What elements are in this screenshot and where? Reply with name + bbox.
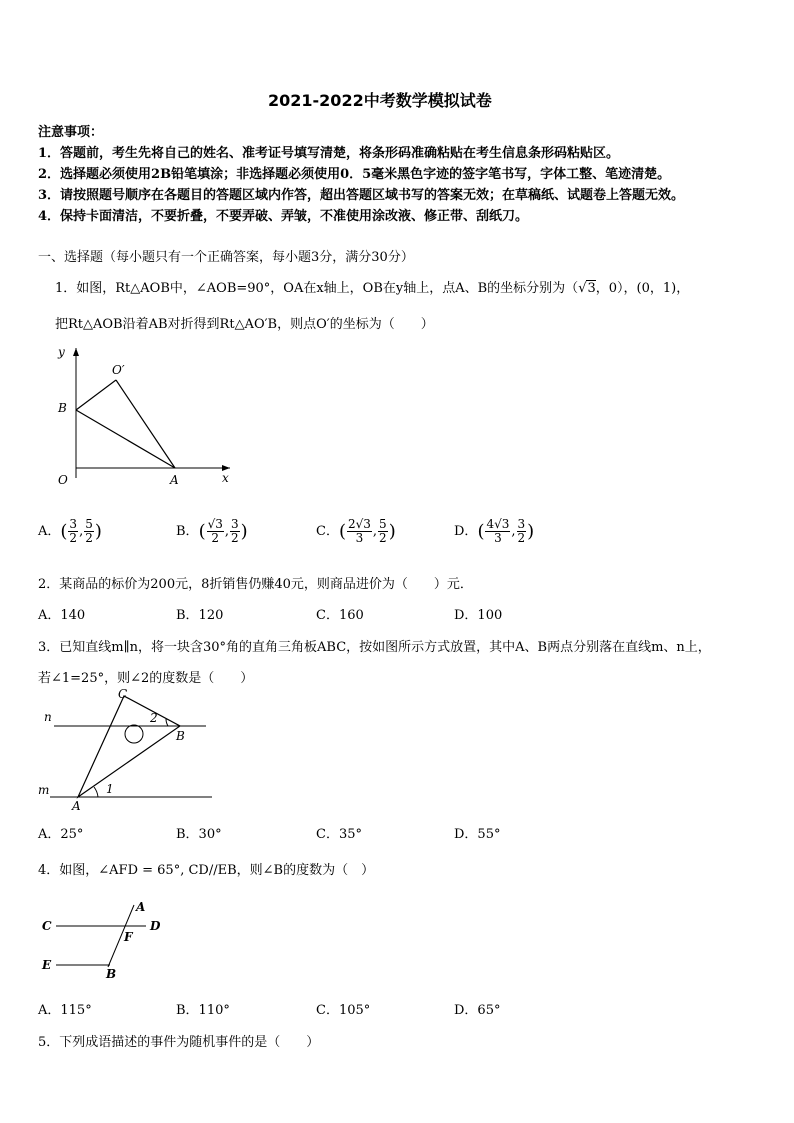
q1-text-b: ，0），(0，1)， xyxy=(595,281,690,296)
frac-den: 2 xyxy=(517,531,526,545)
frac-num: √3 xyxy=(207,517,223,531)
option-label: B． xyxy=(176,524,199,539)
label-angle-2: 2 xyxy=(150,711,158,725)
q4-option-c[interactable]: C．105° xyxy=(316,1003,371,1018)
label-e: E xyxy=(42,958,52,972)
frac-den: 2 xyxy=(211,531,220,545)
q2-option-d[interactable]: D．100 xyxy=(454,608,503,623)
question-5: 5．下列成语描述的事件为随机事件的是（ ） xyxy=(38,1035,320,1050)
q2-option-a[interactable]: A．140 xyxy=(38,608,86,623)
q3-option-a[interactable]: A．25° xyxy=(38,827,84,842)
triangle-hole xyxy=(125,725,143,743)
q1-option-b[interactable]: B．( $\frac{√3}{2}$ , $\frac{3}{2}$ ) xyxy=(176,517,248,545)
q4-figure xyxy=(36,895,176,983)
label-o: O xyxy=(58,473,68,487)
frac-num: 5 xyxy=(85,517,93,531)
label-a: A xyxy=(136,900,146,914)
q4-option-a[interactable]: A．115° xyxy=(38,1003,92,1018)
q1-figure xyxy=(50,340,240,488)
frac-den: 3 xyxy=(355,531,364,545)
label-x: x xyxy=(222,471,229,485)
q4-option-b[interactable]: B．110° xyxy=(176,1003,230,1018)
frac-den: 2 xyxy=(231,531,239,545)
q3-option-b[interactable]: B．30° xyxy=(176,827,222,842)
label-d: D xyxy=(150,919,161,933)
label-a: A xyxy=(72,799,81,813)
label-y: y xyxy=(58,345,65,359)
label-b: B xyxy=(106,967,117,981)
q3-option-d[interactable]: D．55° xyxy=(454,827,501,842)
q2-option-b[interactable]: B．120 xyxy=(176,608,224,623)
label-c: C xyxy=(42,919,52,933)
frac-num: 2√3 xyxy=(347,517,371,531)
y-axis-arrow xyxy=(73,348,79,356)
label-n: n xyxy=(44,710,52,724)
label-o-prime: O′ xyxy=(112,363,125,377)
notice-item: 4．保持卡面清洁，不要折叠，不要弄破、弄皱，不准使用涂改液、修正带、刮纸刀。 xyxy=(38,209,529,224)
label-f: F xyxy=(124,930,133,944)
page-title: 2021-2022中考数学模拟试卷 xyxy=(268,91,492,110)
q1-option-a[interactable]: A．( $\frac{3}{2}$ , $\frac{5}{2}$ ) xyxy=(38,517,102,545)
notice-heading: 注意事项： xyxy=(38,125,104,140)
frac-den: 2 xyxy=(69,531,78,545)
label-c: C xyxy=(118,687,128,701)
question-1-line-1 xyxy=(55,277,689,296)
notice-item: 1．答题前，考生先将自己的姓名、准考证号填写清楚，将条形码准确粘贴在考生信息条形码粘贴区。 xyxy=(38,146,620,161)
label-a: A xyxy=(170,473,179,487)
option-label: C． xyxy=(316,524,339,539)
frac-num: 4√3 xyxy=(486,517,510,531)
notice-item: 3．请按照题号顺序在各题目的答题区域内作答，超出答题区域书写的答案无效；在草稿纸、试题卷上答题无效。 xyxy=(38,188,685,203)
segment-bo-prime xyxy=(76,380,116,410)
q1-option-d[interactable]: D．( $\frac{4√3}{3}$ , $\frac{3}{2}$ ) xyxy=(454,517,535,545)
frac-num: 3 xyxy=(517,517,526,531)
segment-o-prime-a xyxy=(116,380,175,468)
label-b: B xyxy=(58,401,67,415)
q1-option-c[interactable]: C．( $\frac{2√3}{3}$ , $\frac{5}{2}$ ) xyxy=(316,517,396,545)
q1-text-a: 1．如图，Rt△AOB中，∠AOB=90°，OA在x轴上，OB在y轴上，点A、B的坐标分别为（ xyxy=(55,281,579,296)
triangle-abc xyxy=(78,696,180,797)
q2-option-c[interactable]: C．160 xyxy=(316,608,364,623)
frac-den: 2 xyxy=(85,531,93,545)
label-b: B xyxy=(176,729,185,743)
question-1-line-2: 把Rt△AOB沿着AB对折得到Rt△AO′B，则点O′的坐标为（ ） xyxy=(55,317,434,332)
angle-1-arc xyxy=(94,787,98,797)
label-angle-1: 1 xyxy=(106,782,114,796)
option-label: A． xyxy=(38,524,61,539)
q3-option-c[interactable]: C．35° xyxy=(316,827,362,842)
notice-item: 2．选择题必须使用2B铅笔填涂；非选择题必须使用0．5毫米黑色字迹的签字笔书写，字体工整、笔迹清楚。 xyxy=(38,167,671,182)
frac-den: 2 xyxy=(379,531,387,545)
label-m: m xyxy=(38,783,50,797)
section-heading: 一、选择题（每小题只有一个正确答案，每小题3分，满分30分） xyxy=(38,250,414,265)
question-3-line-2: 若∠1=25°，则∠2的度数是（ ） xyxy=(38,671,254,686)
q3-figure xyxy=(36,686,216,814)
sqrt-symbol: √ xyxy=(578,281,587,296)
question-3-line-1: 3．已知直线m∥n，将一块含30°角的直角三角板ABC，按如图所示方式放置，其中A、B两点分别落在直线m、n上， xyxy=(38,640,711,655)
option-label: D． xyxy=(454,524,478,539)
q1-sqrt-value: 3 xyxy=(587,281,596,296)
frac-num: 3 xyxy=(231,517,239,531)
frac-den: 3 xyxy=(494,531,502,545)
frac-num: 3 xyxy=(69,517,78,531)
q4-option-d[interactable]: D．65° xyxy=(454,1003,501,1018)
frac-num: 5 xyxy=(379,517,387,531)
question-4: 4．如图，∠AFD = 65°, CD//EB，则∠B的度数为（ ） xyxy=(38,863,375,878)
segment-ba xyxy=(76,410,175,468)
question-2: 2．某商品的标价为200元，8折销售仍赚40元，则商品进价为（ ）元． xyxy=(38,577,473,592)
